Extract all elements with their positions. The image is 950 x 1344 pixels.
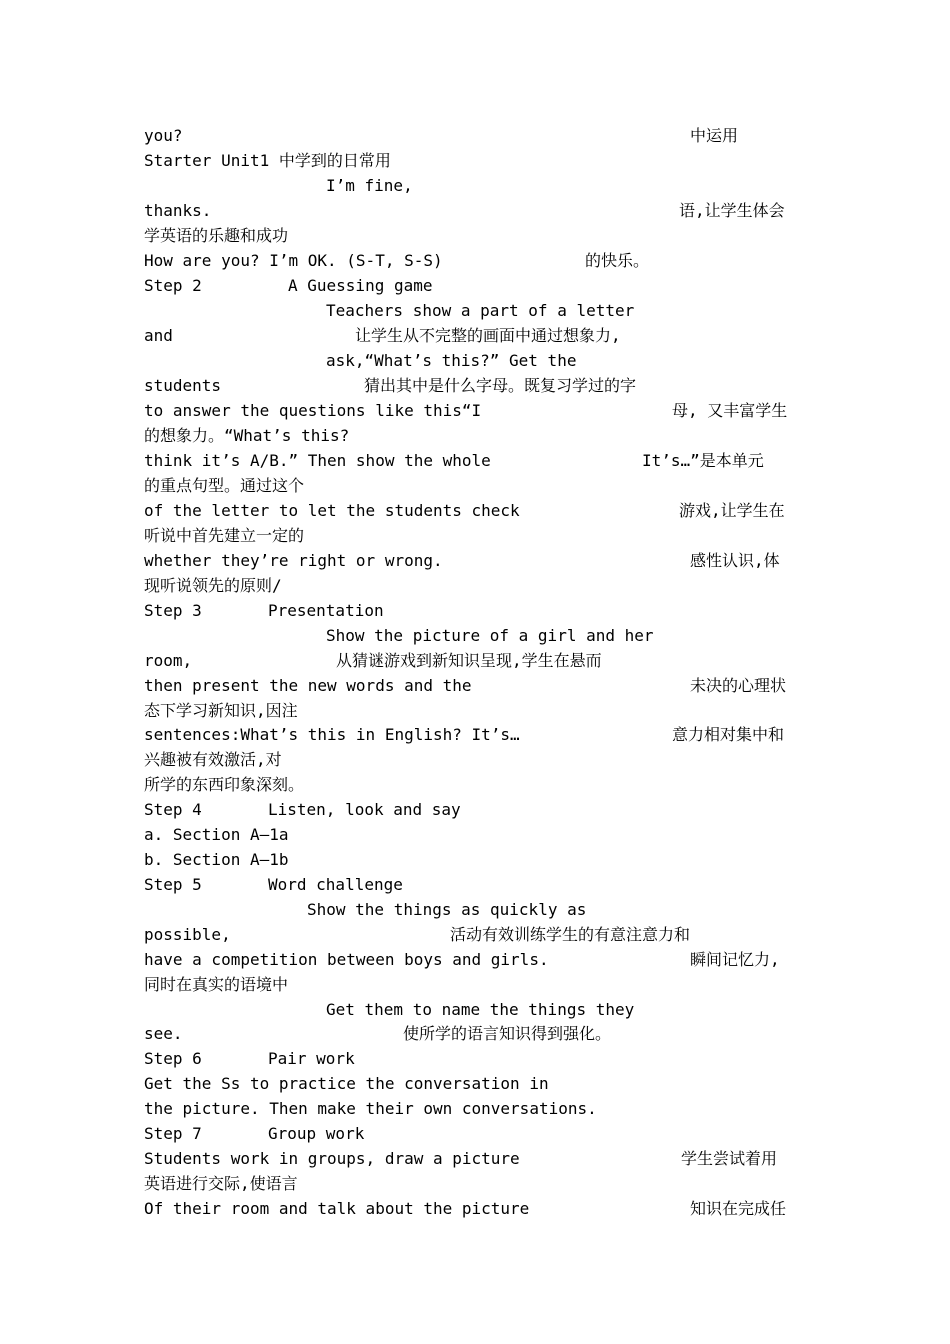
text-line: Get them to name the things they: [326, 1000, 635, 1019]
text-line: you?: [144, 126, 183, 145]
step-title: Presentation: [268, 601, 384, 620]
text-line: whether they’re right or wrong.: [144, 551, 443, 570]
step-title: Group work: [268, 1124, 365, 1143]
text-line: Starter Unit1 中学到的日常用: [144, 151, 391, 170]
text-line: 未决的心理状: [690, 676, 787, 695]
text-line: 兴趣被有效激活,对: [144, 750, 282, 769]
text-line: 意力相对集中和: [672, 725, 785, 744]
text-line: students: [144, 376, 222, 395]
text-line: a. Section A—1a: [144, 825, 289, 844]
text-line: 从猜谜游戏到新知识呈现,学生在悬而: [336, 651, 602, 670]
text-line: 所学的东西印象深刻。: [144, 775, 305, 794]
text-line: 的重点句型。通过这个: [144, 476, 305, 495]
step-label: Step 6: [144, 1049, 202, 1068]
text-line: 的想象力。“What’s this?: [144, 426, 350, 445]
text-line: 瞬间记忆力,: [690, 950, 780, 969]
text-line: 学英语的乐趣和成功: [144, 226, 289, 245]
text-line: Show the picture of a girl and her: [326, 626, 654, 645]
text-line: 知识在完成任: [690, 1199, 787, 1218]
text-line: 同时在真实的语境中: [144, 975, 289, 994]
step-title: Pair work: [268, 1049, 355, 1068]
step-label: Step 5: [144, 875, 202, 894]
text-line: 让学生从不完整的画面中通过想象力,: [355, 326, 621, 345]
step-title: Word challenge: [268, 875, 403, 894]
text-line: It’s…”是本单元: [642, 451, 764, 470]
text-line: 使所学的语言知识得到强化。: [403, 1024, 612, 1043]
text-line: Get the Ss to practice the conversation in: [144, 1074, 549, 1093]
text-line: 游戏,让学生在: [679, 501, 785, 520]
text-line: have a competition between boys and girls.: [144, 950, 549, 969]
text-line: Students work in groups, draw a picture: [144, 1149, 520, 1168]
text-line: 学生尝试着用: [681, 1149, 778, 1168]
text-line: then present the new words and the: [144, 676, 472, 695]
text-line: 活动有效训练学生的有意注意力和: [450, 925, 691, 944]
text-line: 感性认识,体: [690, 551, 780, 570]
text-line: and: [144, 326, 173, 345]
step-title: Listen, look and say: [268, 800, 461, 819]
text-line: sentences:What’s this in English? It’s…: [144, 725, 520, 744]
step-title: A Guessing game: [288, 276, 433, 295]
text-line: 中运用: [690, 126, 739, 145]
text-line: 英语进行交际,使语言: [144, 1174, 298, 1193]
text-line: 语,让学生体会: [679, 201, 785, 220]
step-label: Step 4: [144, 800, 202, 819]
text-line: 母, 又丰富学生: [672, 401, 788, 420]
step-label: Step 3: [144, 601, 202, 620]
text-line: 态下学习新知识,因注: [144, 701, 298, 720]
text-line: 的快乐。: [585, 251, 650, 270]
text-line: think it’s A/B.” Then show the whole: [144, 451, 491, 470]
step-label: Step 2: [144, 276, 202, 295]
text-line: see.: [144, 1024, 183, 1043]
text-line: I’m fine,: [326, 176, 413, 195]
step-label: Step 7: [144, 1124, 202, 1143]
text-line: possible,: [144, 925, 231, 944]
text-line: 现听说领先的原则/: [144, 576, 282, 595]
text-line: b. Section A—1b: [144, 850, 289, 869]
text-line: the picture. Then make their own conversations.: [144, 1099, 597, 1118]
text-line: room,: [144, 651, 193, 670]
text-line: Show the things as quickly as: [307, 900, 587, 919]
text-line: of the letter to let the students check: [144, 501, 520, 520]
text-line: to answer the questions like this“I: [144, 401, 482, 420]
text-line: 猜出其中是什么字母。既复习学过的字: [364, 376, 637, 395]
text-line: ask,“What’s this?” Get the: [326, 351, 577, 370]
text-line: How are you? I’m OK. (S-T, S-S): [144, 251, 443, 270]
text-line: 听说中首先建立一定的: [144, 526, 305, 545]
text-line: Teachers show a part of a letter: [326, 301, 635, 320]
text-line: thanks.: [144, 201, 212, 220]
text-line: Of their room and talk about the picture: [144, 1199, 530, 1218]
